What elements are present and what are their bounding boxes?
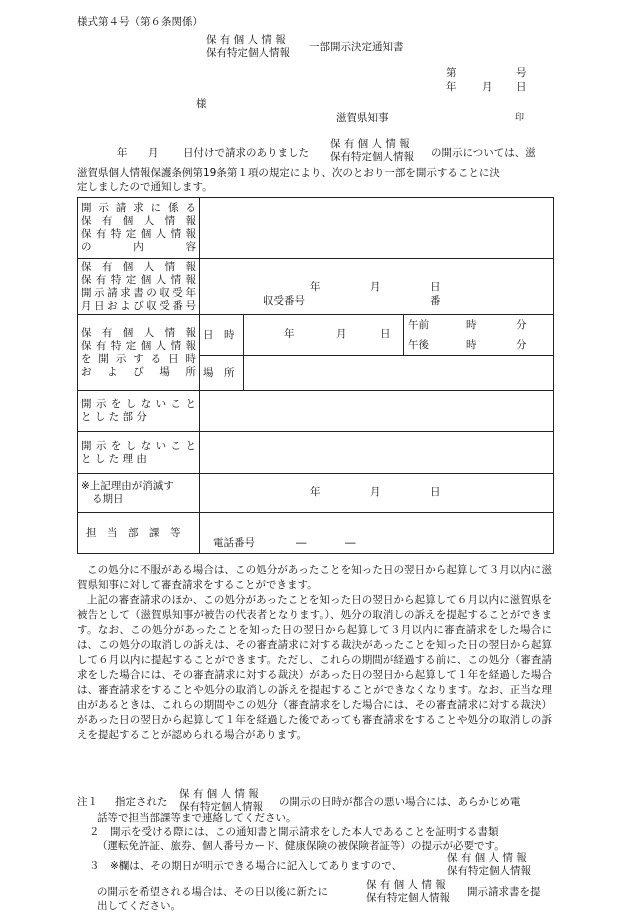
row-withheld-reason <box>78 432 554 474</box>
schedule-pm-hour: 時 <box>466 339 477 351</box>
row-schedule-time <box>78 315 554 356</box>
intro-month: 月 <box>148 147 159 159</box>
note-3-info-stack-2 <box>366 879 450 904</box>
receipt-year: 年 <box>310 281 321 293</box>
note-3-line-1: ※欄は、その期日が明示できる場合に記入してありますので、 <box>110 860 403 872</box>
note-1-pre: 指定された <box>115 796 168 808</box>
schedule-day: 日 <box>380 328 391 340</box>
disclosure-table <box>77 197 554 554</box>
row-receipt-value[interactable] <box>200 259 554 315</box>
note-3-info-4: 保有特定個人情報 <box>366 891 450 904</box>
receipt-number-ban: 番 <box>430 295 441 307</box>
addressee-sama: 様 <box>196 98 207 110</box>
schedule-nichiji-label: 日 時 <box>200 315 244 356</box>
row-content-value[interactable] <box>200 198 554 259</box>
intro-info-stack <box>330 138 414 163</box>
note-1-label: 注１ <box>77 796 98 808</box>
note-1-info-1: 保 有 個 人 情 報 <box>179 788 259 800</box>
note-3-info-3: 保 有 個 人 情 報 <box>366 879 446 891</box>
note-3-label: ３ <box>89 860 100 872</box>
note-2-line-1: 開示を受ける際には、この通知書と開示請求をした本人であることを証明する書類 <box>110 826 499 838</box>
note-3-line-3: 出してください。 <box>97 900 181 912</box>
intro-dated: 日付けで請求のありました <box>183 147 309 159</box>
note-1-post: の開示の日時が都合の悪い場合には、あらかじめ電 <box>279 796 521 808</box>
note-3-line-2-post: 開示請求書を提 <box>467 886 541 898</box>
schedule-am-hour: 時 <box>466 319 477 331</box>
withheld-reason-value[interactable] <box>200 432 554 474</box>
row-expiry-date <box>78 474 554 513</box>
issuer-name: 滋賀県知事 <box>336 112 389 124</box>
title-info-stack <box>206 34 290 59</box>
department-value[interactable] <box>200 513 554 554</box>
row-receipt-label: 保 有 個 人 情 報 保有特定個人情報 開示請求書の収受年 月日および収受番号 <box>78 259 200 315</box>
phone-dash-1: ― <box>296 537 307 549</box>
issue-date-day: 日 <box>516 81 527 93</box>
schedule-am: 午前 <box>408 319 429 331</box>
withheld-reason-label: 開 示 を し な い こ と と し た 理 由 <box>78 432 200 474</box>
intro-tail: の開示については、滋 <box>431 147 536 159</box>
expiry-year: 年 <box>310 486 321 498</box>
doc-number-go: 号 <box>516 67 527 79</box>
phone-label: 電話番号 <box>213 537 255 549</box>
seal-mark: 印 <box>515 113 525 123</box>
withheld-part-value[interactable] <box>200 391 554 432</box>
intro-year: 年 <box>117 147 128 159</box>
withheld-part-label: 開 示 を し な い こ と と し た 部 分 <box>78 391 200 432</box>
phone-dash-2: ― <box>345 537 356 549</box>
schedule-month: 月 <box>336 328 347 340</box>
note-2-line-2: （運転免許証、旅券、個人番号カード、健康保険の被保険者証等）の提示が必要です。 <box>97 840 505 852</box>
note-3-info-2: 保有特定個人情報 <box>447 864 531 877</box>
appeal-paragraph: この処分に不服がある場合は、この処分があったことを知った日の翌日から起算して３月以内に滋賀県知事に対して審査請求をすることができます。 <box>77 564 552 591</box>
expiry-date-label: ※上記理由が消滅す る期日 <box>78 474 200 513</box>
schedule-time-value[interactable] <box>244 315 554 356</box>
title-line-1: 保 有 個 人 情 報 <box>206 34 286 46</box>
intro-info-2: 保有特定個人情報 <box>330 150 414 163</box>
note-3-info-1: 保 有 個 人 情 報 <box>447 852 527 864</box>
title-line-2: 保有特定個人情報 <box>206 46 290 59</box>
lawsuit-paragraph: 上記の審査請求のほか、この処分があったことを知った日の翌日から起算して６月以内に滋賀県を被告として（滋賀県知事が被告の代表者となります。）、処分の取消しの訴えを提起することができます。なお、この処分があったことを知った日の翌日から起算して３月以内に審査請求をした場合には、この処分の取消しの訴えは、その審査請求に対する裁決があったことを知った日の翌日から起算して６月以内に提起することができます。ただし、これらの期間が経過する前に、この処分（審査請求をした場合には、その審査請求に対する裁決）があった日の翌日から起算して１年を経過した場合は、審査請求をすることや処分の取消しの訴えを提起することができなくなります。なお、正当な理由があるときは、これらの期間やこの処分（審査請求をした場合には、その審査請求に対する裁決）があった日の翌日から起算して１年を経過した後であっても審査請求をすることや処分の取消しの訴えを提起することが認められる場合があります。 <box>77 594 552 741</box>
row-schedule-label: 保 有 個 人 情 報 保有特定個人情報 を 開 示 す る 日 時 お よ び 場 所 <box>78 315 200 391</box>
schedule-pm-minute: 分 <box>516 339 527 351</box>
intro-info-1: 保 有 個 人 情 報 <box>330 138 410 150</box>
schedule-am-minute: 分 <box>516 319 527 331</box>
receipt-month: 月 <box>370 281 381 293</box>
note-1-info-stack <box>179 788 263 813</box>
row-withheld-part <box>78 391 554 432</box>
issue-date-month: 月 <box>482 81 493 93</box>
receipt-day: 日 <box>430 281 441 293</box>
intro-line-2: 滋賀県個人情報保護条例第19条第１項の規定により、次のとおり一部を開示することに決 <box>77 167 500 179</box>
row-receipt <box>78 259 554 315</box>
schedule-year: 年 <box>284 328 295 340</box>
intro-line-3: 定しましたので通知します。 <box>77 181 213 193</box>
row-content <box>78 198 554 259</box>
note-3-line-2-pre: の開示を希望される場合は、その日以後に新たに <box>97 886 328 898</box>
expiry-date-value[interactable] <box>200 474 554 513</box>
note-2-label: ２ <box>89 826 100 838</box>
issue-date-year: 年 <box>446 81 457 93</box>
row-content-label: 開 示 請 求 に 係 る 保 有 個 人 情 報 保有特定個人情報 の 内 容 <box>78 198 200 259</box>
schedule-pm: 午後 <box>408 339 429 351</box>
note-1-info-2: 保有特定個人情報 <box>179 800 263 813</box>
expiry-day: 日 <box>430 486 441 498</box>
receipt-number-label: 収受番号 <box>263 295 305 307</box>
schedule-basho-label: 場 所 <box>200 356 244 391</box>
document-title: 一部開示決定通知書 <box>309 41 404 53</box>
note-3-info-stack-1 <box>447 852 531 877</box>
expiry-month: 月 <box>370 486 381 498</box>
schedule-place-value[interactable] <box>244 356 554 391</box>
doc-number-dai: 第 <box>446 67 457 79</box>
row-department <box>78 513 554 554</box>
note-1-line-2: 話等で担当部課等まで連絡してください。 <box>97 812 297 824</box>
form-number: 様式第４号（第６条関係） <box>77 16 203 28</box>
department-label: 担 当 部 課 等 <box>78 513 200 554</box>
